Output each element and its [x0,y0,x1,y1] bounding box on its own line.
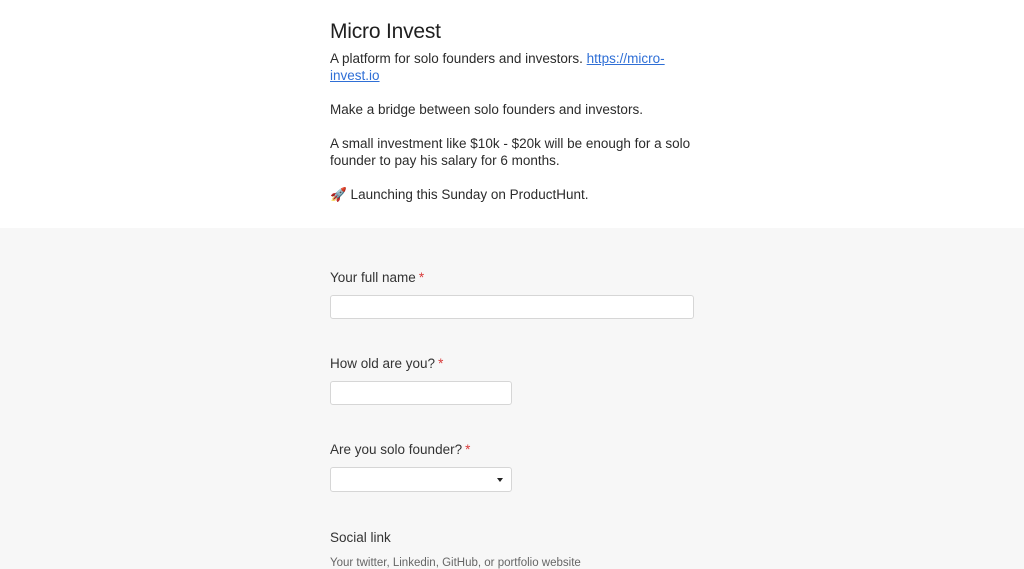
description-paragraph-2: A small investment like $10k - $20k will be enough for a solo founder to pay his salary for 6 months. [330,136,691,168]
description-paragraph-1: Make a bridge between solo founders and investors. [330,102,643,117]
solo-founder-label: Are you solo founder? * [330,442,471,457]
page-title: Micro Invest [330,20,441,43]
description-paragraph-3: 🚀 Launching this Sunday on ProductHunt. [330,187,589,202]
full-name-input[interactable] [330,295,694,319]
form-header [330,20,695,203]
form-header-section [0,0,1024,228]
age-label: How old are you? * [330,356,444,371]
website-link[interactable]: https://micro-invest.io [330,51,665,83]
solo-founder-select[interactable] [330,467,512,492]
dropdown-caret-icon [497,478,503,482]
social-link-label: Social link [330,530,391,545]
required-asterisk: * [438,356,444,371]
age-input[interactable] [330,381,512,405]
social-link-help-text: Your twitter, Linkedin, GitHub, or portfolio website [330,557,581,569]
field-full-name [330,270,694,319]
description-text: A platform for solo founders and investors. [330,51,583,66]
field-age [330,356,512,405]
form-description [330,50,695,84]
required-asterisk: * [465,442,471,457]
full-name-label: Your full name * [330,270,425,285]
field-solo-founder [330,442,512,492]
required-asterisk: * [418,270,425,285]
field-social-link [330,530,581,569]
